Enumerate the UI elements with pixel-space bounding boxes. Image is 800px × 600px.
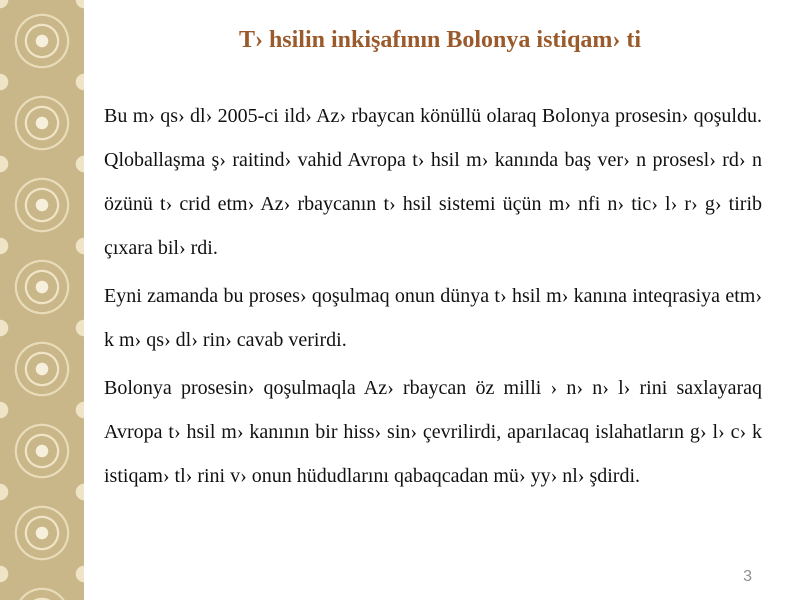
decorative-sidebar-pattern — [0, 0, 84, 600]
page-number: 3 — [743, 568, 752, 585]
paragraph-1: Bu m› qs› dl› 2005-ci ild› Az› rbaycan könüllü olaraq Bolonya prosesin› qoşuldu. Qloballaşma ş› raitind› vahid Avropa t› hsil m› kanında baş ver› n prosesl› rd› n özünü t› crid etm› Az› rbaycanın t› hsil sistemi üçün m› nfi n› tic› l› r› g› tirib çıxara bil› rdi. — [104, 105, 762, 259]
slide-content — [104, 94, 762, 502]
paragraph-2: Eyni zamanda bu proses› qoşulmaq onun dünya t› hsil m› kanına inteqrasiya etm› k m› qs› dl› rin› cavab verirdi. — [104, 285, 762, 351]
slide-title: T› hsilin inkişafının Bolonya istiqam› ti — [238, 27, 642, 53]
paragraph-3: Bolonya prosesin› qoşulmaqla Az› rbaycan öz milli › n› n› l› rini saxlayaraq Avropa t› hsil m› kanının bir hiss› sin› çevrilirdi, aparılacaq islahatların g› l› c› k istiqam› tl› rini v› onun hüdudlarını qabaqcadan mü› yy› nl› şdirdi. — [104, 377, 762, 487]
